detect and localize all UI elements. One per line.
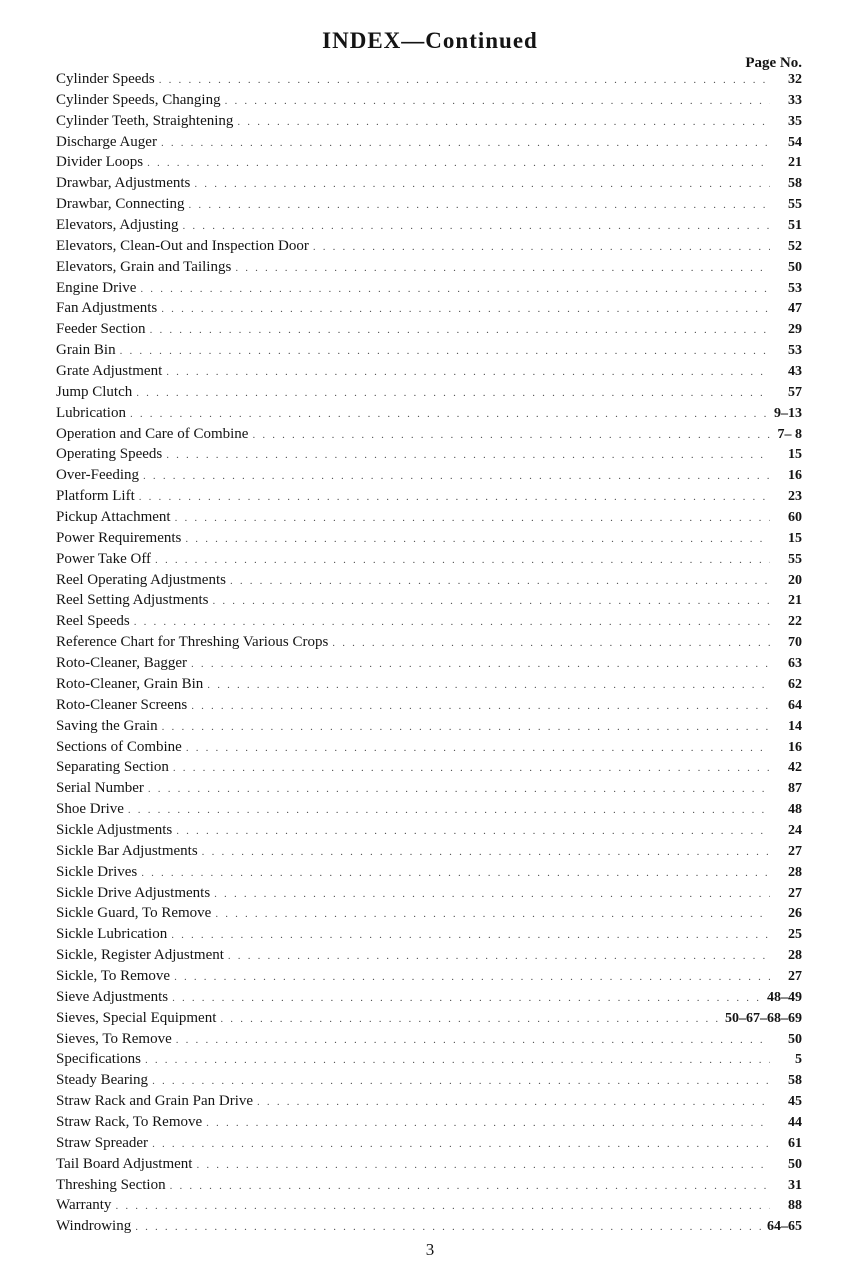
index-entry-label: Sieve Adjustments [56, 988, 169, 1005]
index-entry-page: 20 [788, 572, 802, 588]
index-entry-page: 16 [788, 468, 802, 484]
index-entry-label: Straw Spreader [56, 1134, 149, 1151]
index-entry-page: 24 [788, 822, 802, 838]
dot-leader [174, 967, 770, 988]
index-entry-page: 53 [788, 280, 802, 296]
index-entry-page: 22 [788, 614, 802, 630]
index-entry [56, 1029, 802, 1050]
index-entry [56, 1070, 802, 1091]
index-entry [56, 1112, 802, 1133]
dot-leader [213, 591, 771, 612]
index-entry-page: 60 [788, 510, 802, 526]
index-entry [56, 674, 802, 695]
dot-leader [237, 112, 770, 133]
index-entry-page: 28 [788, 864, 802, 880]
dot-leader [207, 675, 770, 696]
index-entry-label: Roto-Cleaner Screens [56, 696, 188, 713]
dot-leader [202, 842, 770, 863]
index-entry-page: 58 [788, 1073, 802, 1089]
index-entry-label: Sickle Drive Adjustments [56, 884, 211, 901]
index-entry [56, 1216, 802, 1237]
dot-leader [230, 571, 770, 592]
dot-leader [235, 258, 770, 279]
index-entry-page: 33 [788, 92, 802, 108]
index-entry [56, 737, 802, 758]
index-entry [56, 695, 802, 716]
dot-leader [191, 696, 770, 717]
index-entry-label: Serial Number [56, 780, 144, 797]
index-entry-label: Cylinder Teeth, Straightening [56, 112, 234, 129]
index-entry-label: Tail Board Adjustment [56, 1155, 193, 1172]
dot-leader [162, 717, 770, 738]
index-entry-page: 57 [788, 384, 802, 400]
dot-leader [141, 863, 770, 884]
index-entry-label: Sickle Bar Adjustments [56, 842, 198, 859]
dot-leader [332, 633, 770, 654]
index-entry [56, 257, 802, 278]
index-entry-page: 52 [788, 238, 802, 254]
index-entry-page: 64–65 [767, 1219, 802, 1235]
dot-leader [147, 153, 770, 174]
index-entry-label: Divider Loops [56, 154, 144, 171]
dot-leader [189, 195, 770, 216]
index-entry-page: 25 [788, 927, 802, 943]
index-entry-page: 35 [788, 113, 802, 129]
index-entry [56, 1008, 802, 1029]
index-entry-label: Over-Feeding [56, 467, 140, 484]
index-entry-label: Threshing Section [56, 1176, 166, 1193]
index-entry-page: 45 [788, 1094, 802, 1110]
dot-leader [152, 1071, 770, 1092]
index-entry-page: 28 [788, 948, 802, 964]
index-entry-label: Jump Clutch [56, 383, 133, 400]
index-entry [56, 132, 802, 153]
index-entry-page: 9–13 [774, 405, 802, 421]
dot-leader [252, 425, 770, 446]
page-number-column-heading: Page No. [745, 55, 802, 71]
index-entry-label: Platform Lift [56, 488, 135, 505]
index-entry-label: Engine Drive [56, 279, 137, 296]
dot-leader [191, 654, 770, 675]
index-entry-label: Grain Bin [56, 342, 116, 359]
dot-leader [171, 925, 770, 946]
index-entry [56, 298, 802, 319]
dot-leader [159, 70, 770, 91]
index-entry [56, 820, 802, 841]
dot-leader [150, 320, 770, 341]
index-entry-label: Roto-Cleaner, Grain Bin [56, 675, 204, 692]
dot-leader [215, 904, 770, 925]
index-entry [56, 1175, 802, 1196]
index-entry [56, 152, 802, 173]
dot-leader [176, 821, 770, 842]
index-entry-label: Fan Adjustments [56, 300, 158, 317]
dot-leader [136, 383, 770, 404]
index-entry [56, 1133, 802, 1154]
index-entry [56, 590, 802, 611]
index-entry-label: Lubrication [56, 404, 126, 421]
index-entry-label: Reel Operating Adjustments [56, 571, 226, 588]
index-entry [56, 778, 802, 799]
dot-leader [257, 1092, 770, 1113]
index-entry-label: Reel Setting Adjustments [56, 592, 209, 609]
index-entry-label: Sieves, Special Equipment [56, 1009, 217, 1026]
dot-leader [128, 800, 770, 821]
index-entry-page: 47 [788, 301, 802, 317]
dot-leader [130, 404, 770, 425]
dot-leader [170, 1176, 770, 1197]
index-entry-page: 50–67–68–69 [725, 1010, 802, 1026]
index-entry-page: 27 [788, 885, 802, 901]
index-entry-label: Straw Rack, To Remove [56, 1113, 203, 1130]
index-entry [56, 340, 802, 361]
index-entry [56, 862, 802, 883]
index-entry-page: 27 [788, 843, 802, 859]
index-entry-label: Specifications [56, 1051, 141, 1068]
index-entry-label: Feeder Section [56, 321, 146, 338]
index-entry-label: Warranty [56, 1197, 112, 1214]
index-entry [56, 111, 802, 132]
index-entry [56, 945, 802, 966]
dot-leader [135, 1217, 765, 1238]
index-entry-label: Drawbar, Connecting [56, 196, 185, 213]
index-entry [56, 883, 802, 904]
dot-leader [134, 612, 770, 633]
index-entry [56, 319, 802, 340]
index-entry-label: Separating Section [56, 759, 169, 776]
index-entry-label: Power Requirements [56, 529, 182, 546]
index-entry-page: 88 [788, 1198, 802, 1214]
dot-leader [161, 133, 770, 154]
index-entry [56, 653, 802, 674]
dot-leader [161, 299, 770, 320]
index-entry-page: 62 [788, 676, 802, 692]
dot-leader [313, 237, 770, 258]
index-entry-page: 55 [788, 551, 802, 567]
dot-leader [220, 1009, 723, 1030]
index-entry-page: 51 [788, 218, 802, 234]
index-entry-page: 23 [788, 489, 802, 505]
index-entry-label: Steady Bearing [56, 1072, 149, 1089]
dot-leader [143, 466, 770, 487]
index-entry-label: Saving the Grain [56, 717, 158, 734]
index-entry-page: 29 [788, 322, 802, 338]
index-entry [56, 903, 802, 924]
index-entry-label: Elevators, Adjusting [56, 217, 179, 234]
index-entry [56, 69, 802, 90]
index-entry-page: 61 [788, 1135, 802, 1151]
index-entry-page: 16 [788, 739, 802, 755]
index-entry [56, 194, 802, 215]
dot-leader [115, 1196, 770, 1217]
index-entry-page: 42 [788, 760, 802, 776]
dot-leader [176, 1030, 770, 1051]
index-entry-label: Reference Chart for Threshing Various Crops [56, 634, 329, 651]
index-entry-label: Windrowing [56, 1218, 132, 1235]
index-entry-page: 44 [788, 1114, 802, 1130]
dot-leader [194, 174, 770, 195]
dot-leader [152, 1134, 770, 1155]
index-entry [56, 278, 802, 299]
index-entry-label: Sickle Guard, To Remove [56, 905, 212, 922]
index-entry-label: Power Take Off [56, 550, 152, 567]
index-entry [56, 924, 802, 945]
index-entry [56, 424, 802, 445]
index-entry [56, 987, 802, 1008]
index-entry-label: Cylinder Speeds [56, 71, 155, 87]
index-entry-label: Reel Speeds [56, 613, 130, 630]
index-entry-page: 21 [788, 155, 802, 171]
index-entry-label: Elevators, Clean-Out and Inspection Door [56, 237, 309, 254]
index-entry [56, 632, 802, 653]
dot-leader [225, 91, 770, 112]
dot-leader [175, 508, 770, 529]
index-entry [56, 611, 802, 632]
dot-leader [196, 1155, 770, 1176]
index-entry [56, 528, 802, 549]
dot-leader [186, 738, 770, 759]
index-entry-label: Pickup Attachment [56, 509, 171, 526]
index-entry [56, 841, 802, 862]
dot-leader [183, 216, 771, 237]
index-entry-label: Operation and Care of Combine [56, 425, 249, 442]
index-entry-page: 58 [788, 176, 802, 192]
index-entry [56, 215, 802, 236]
page-number: 3 [425, 1240, 435, 1259]
index-entry-label: Sieves, To Remove [56, 1030, 172, 1047]
index-entry-page: 21 [788, 593, 802, 609]
index-entry [56, 1195, 802, 1216]
index-entry [56, 1049, 802, 1070]
index-entry [56, 716, 802, 737]
index-entry-page: 64 [788, 697, 802, 713]
index-entry [56, 966, 802, 987]
dot-leader [120, 341, 770, 362]
index-entry-page: 50 [788, 1156, 802, 1172]
index-entry-page: 53 [788, 343, 802, 359]
index-entry [56, 507, 802, 528]
index-entry-page: 50 [788, 259, 802, 275]
index-entry-page: 32 [788, 72, 802, 87]
index-entry-page: 63 [788, 656, 802, 672]
index-entry-page: 70 [788, 635, 802, 651]
index-entry [56, 444, 802, 465]
index-entry-page: 15 [788, 447, 802, 463]
index-entry [56, 757, 802, 778]
dot-leader [139, 487, 770, 508]
index-entry-page: 15 [788, 530, 802, 546]
index-entry-label: Discharge Auger [56, 133, 157, 150]
index-entry-page: 43 [788, 364, 802, 380]
index-entry-label: Sickle, To Remove [56, 967, 171, 984]
index-entry-page: 14 [788, 718, 802, 734]
index-entry [56, 403, 802, 424]
index-entry-page: 87 [788, 781, 802, 797]
dot-leader [228, 946, 770, 967]
index-entry [56, 173, 802, 194]
index-entry-label: Elevators, Grain and Tailings [56, 258, 232, 275]
index-entry-page: 26 [788, 906, 802, 922]
index-entry-label: Roto-Cleaner, Bagger [56, 655, 188, 672]
index-entry [56, 486, 802, 507]
index-entry [56, 236, 802, 257]
dot-leader [166, 445, 770, 466]
index-entry [56, 799, 802, 820]
index-entry-page: 50 [788, 1031, 802, 1047]
index-entry-page: 54 [788, 134, 802, 150]
dot-leader [214, 884, 770, 905]
index-entry-page: 7– 8 [777, 426, 802, 442]
index-entry-page: 5 [795, 1052, 802, 1068]
dot-leader [155, 550, 770, 571]
index-entry-label: Shoe Drive [56, 801, 124, 818]
dot-leader [185, 529, 770, 550]
dot-leader [166, 362, 770, 383]
index-entry-page: 27 [788, 968, 802, 984]
dot-leader [206, 1113, 770, 1134]
index-entry [56, 570, 802, 591]
index-entry [56, 1154, 802, 1175]
index-entry [56, 1091, 802, 1112]
index-entry [56, 382, 802, 403]
index-entry-label: Grate Adjustment [56, 363, 163, 380]
index-entry-label: Sickle, Register Adjustment [56, 947, 224, 964]
index-entry-page: 48 [788, 802, 802, 818]
dot-leader [145, 1050, 770, 1071]
index-entry-label: Straw Rack and Grain Pan Drive [56, 1093, 254, 1110]
index-entry [56, 90, 802, 111]
index-entry-page: 48–49 [767, 989, 802, 1005]
dot-leader [140, 279, 770, 300]
index-entry-label: Operating Speeds [56, 446, 163, 463]
index-entry-label: Cylinder Speeds, Changing [56, 91, 221, 108]
index-entry-list [56, 69, 802, 1237]
index-entry-label: Sections of Combine [56, 738, 182, 755]
index-entry [56, 549, 802, 570]
index-entry-label: Drawbar, Adjustments [56, 175, 191, 192]
index-entry-page: 55 [788, 197, 802, 213]
index-entry-page: 31 [788, 1177, 802, 1193]
dot-leader [173, 758, 770, 779]
index-entry-label: Sickle Adjustments [56, 821, 173, 838]
dot-leader [148, 779, 770, 800]
index-entry-label: Sickle Lubrication [56, 926, 168, 943]
dot-leader [172, 988, 765, 1009]
page-title: INDEX—Continued [322, 28, 538, 53]
index-entry [56, 361, 802, 382]
index-entry [56, 465, 802, 486]
index-entry-label: Sickle Drives [56, 863, 138, 880]
